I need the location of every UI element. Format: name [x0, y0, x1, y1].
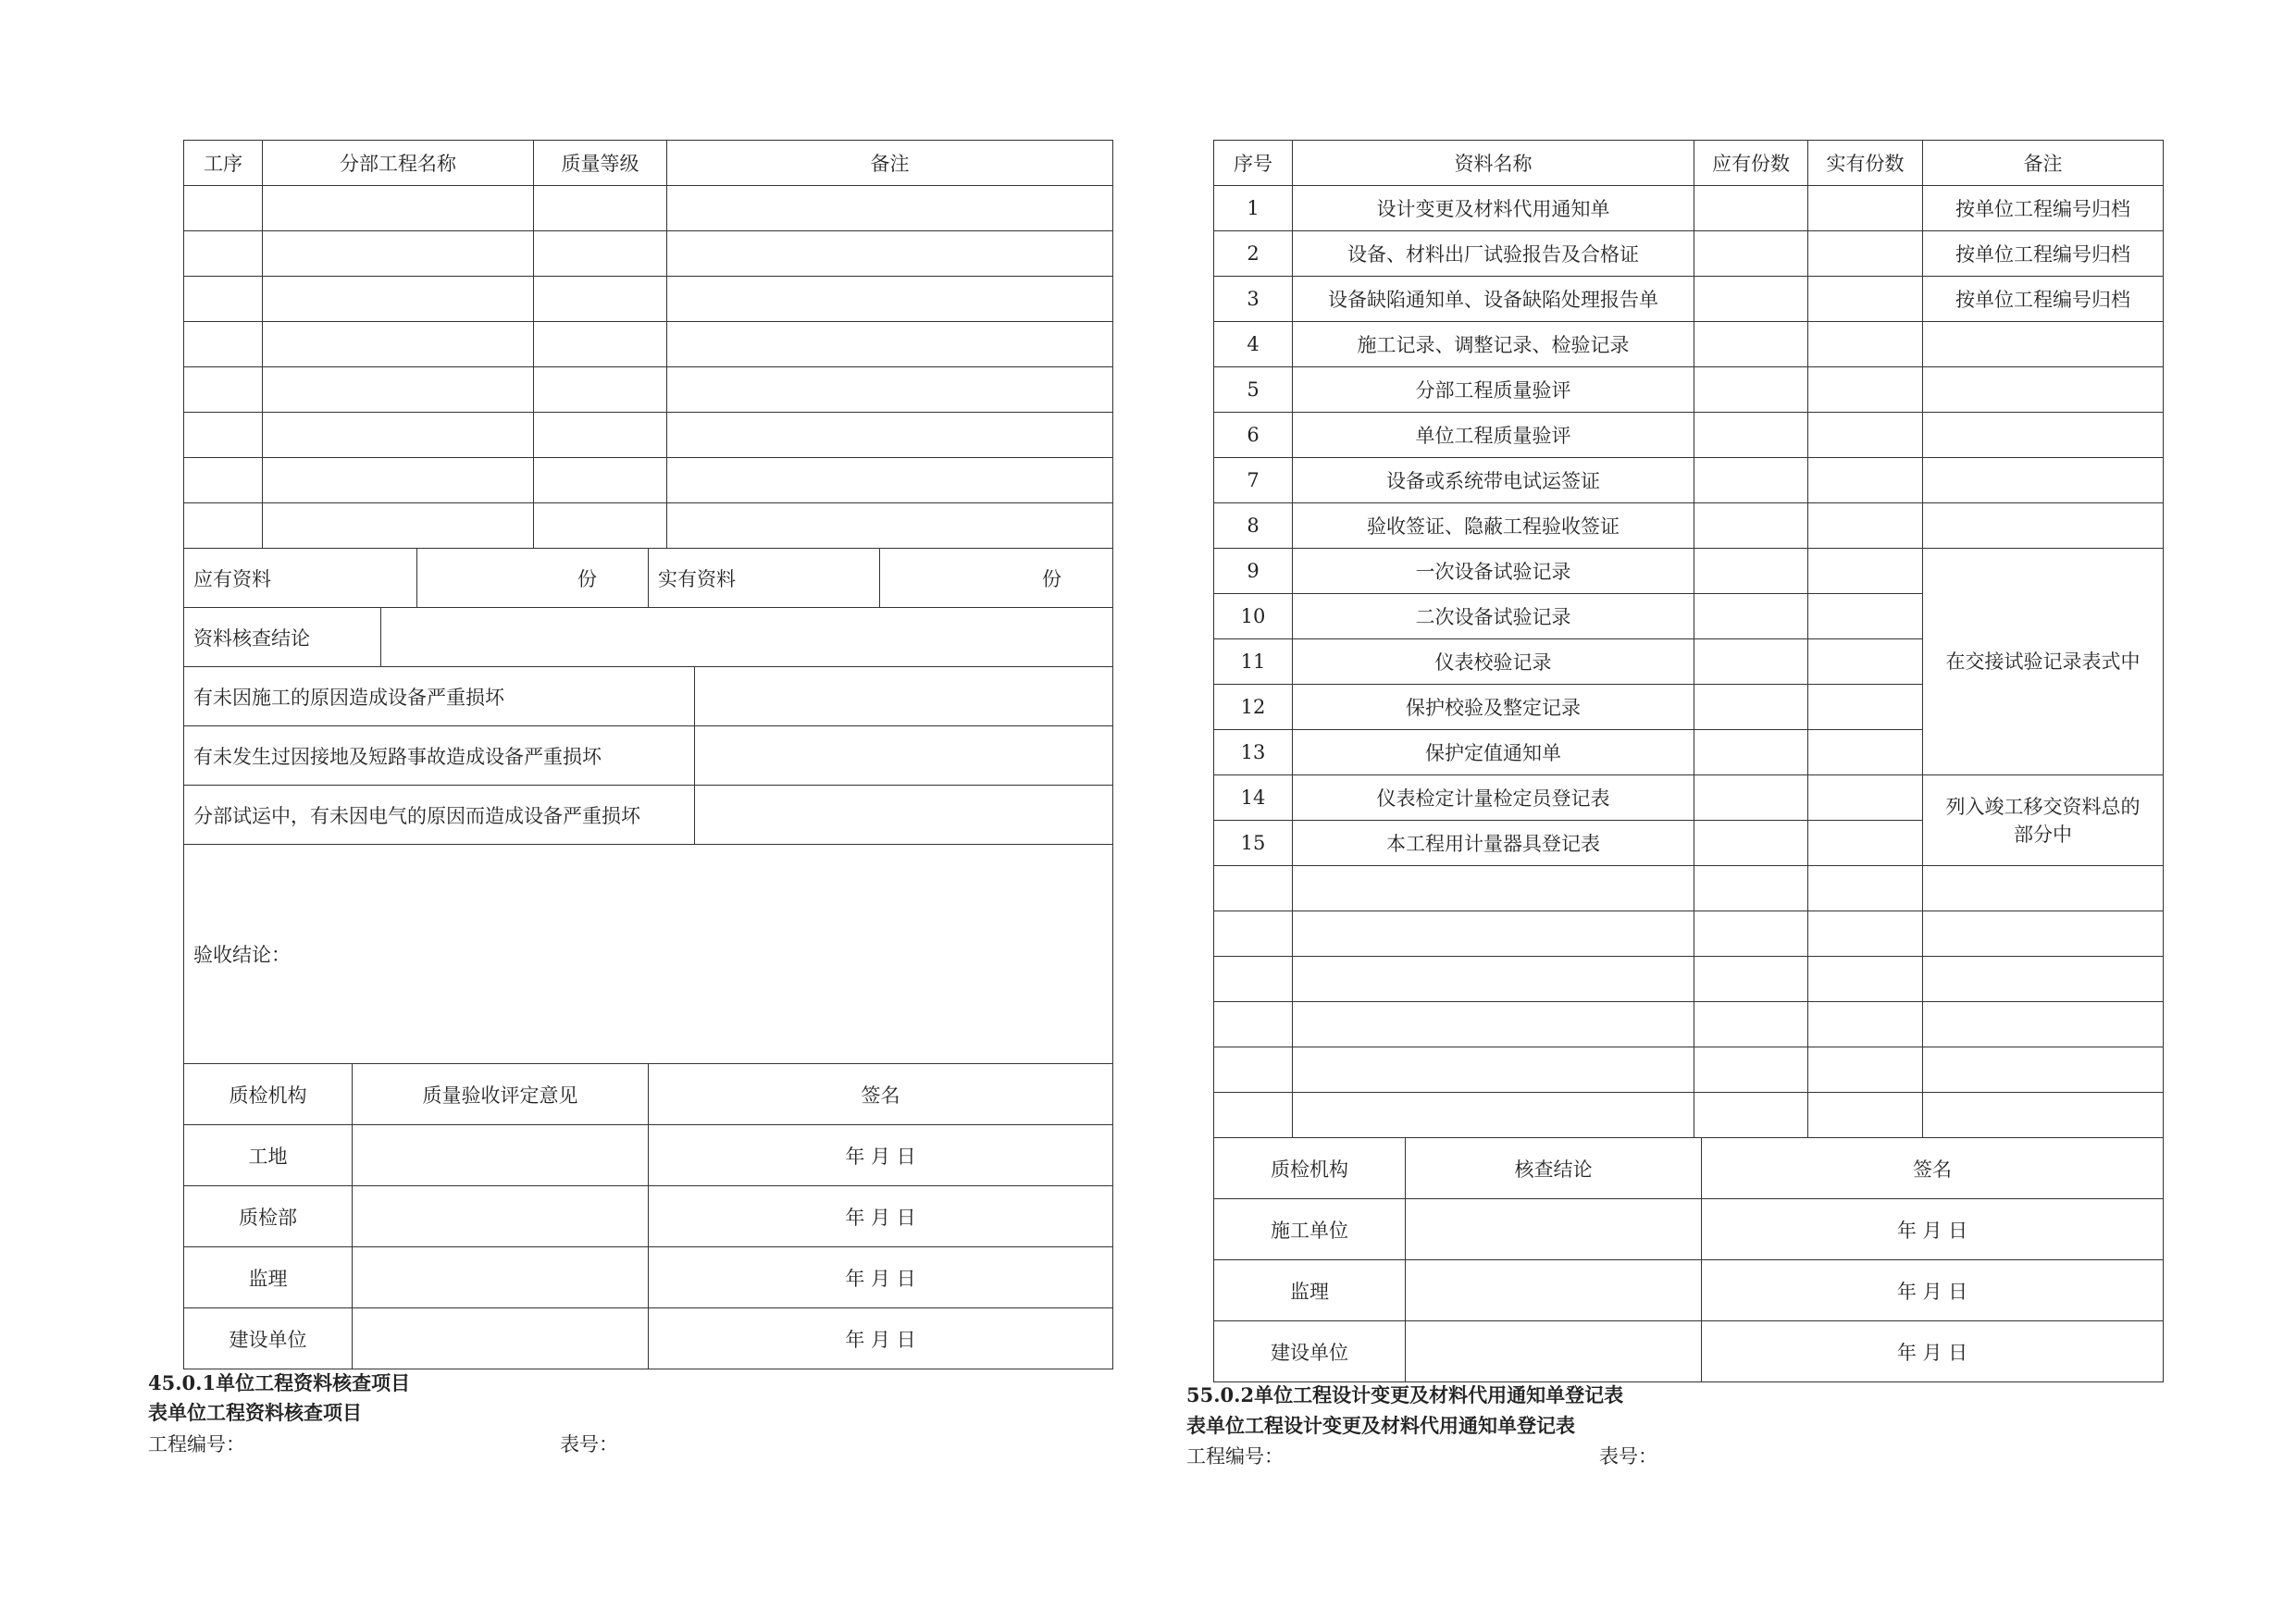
remark-cell[interactable] [1923, 458, 2164, 503]
empty-cell[interactable] [534, 322, 667, 367]
table-row [1214, 413, 2164, 458]
header-actual-count: 实有份数 [1808, 141, 1923, 186]
empty-cell[interactable] [184, 277, 263, 322]
remark-cell[interactable] [1923, 322, 2164, 367]
empty-cell[interactable] [667, 367, 1113, 413]
item-no: 8 [1214, 503, 1293, 549]
empty-cell[interactable] [1694, 1093, 1808, 1138]
header-qc-org: 质检机构 [1214, 1138, 1406, 1199]
empty-cell[interactable] [1808, 957, 1923, 1002]
empty-cell[interactable] [1808, 911, 1923, 957]
header-remark: 备注 [667, 141, 1113, 186]
empty-cell[interactable] [184, 186, 263, 231]
header-qc-org: 质检机构 [184, 1064, 353, 1125]
table-row [184, 277, 1113, 322]
empty-cell[interactable] [263, 503, 534, 549]
empty-cell[interactable] [534, 231, 667, 277]
table-row [1214, 911, 2164, 957]
empty-cell[interactable] [263, 367, 534, 413]
item-name: 保护校验及整定记录 [1293, 685, 1694, 730]
actual-count-cell[interactable] [1808, 413, 1923, 458]
table-row [184, 367, 1113, 413]
empty-cell[interactable] [184, 231, 263, 277]
remark-cell: 按单位工程编号归档 [1923, 277, 2164, 322]
empty-cell[interactable] [1923, 1093, 2164, 1138]
opinion-field[interactable] [353, 1125, 649, 1186]
left-project-no-label: 工程编号： [148, 1433, 245, 1456]
empty-cell[interactable] [1293, 1002, 1694, 1047]
actual-have-label: 实有资料 [649, 549, 880, 608]
empty-cell[interactable] [667, 503, 1113, 549]
actual-count-cell[interactable] [1808, 821, 1923, 866]
should-count-cell[interactable] [1694, 367, 1808, 413]
item-no: 15 [1214, 821, 1293, 866]
sign-header-row [1214, 1138, 2164, 1199]
date-field[interactable]: 年 月 日 [1702, 1260, 2164, 1321]
header-remark: 备注 [1923, 141, 2164, 186]
actual-count-cell[interactable] [1808, 639, 1923, 685]
table-row [1214, 866, 2164, 911]
org-label: 建设单位 [1214, 1321, 1406, 1382]
sign-row [184, 1125, 1113, 1186]
question-answer[interactable] [695, 786, 1113, 845]
table-row [1214, 322, 2164, 367]
empty-cell[interactable] [1694, 911, 1808, 957]
empty-cell[interactable] [1808, 1002, 1923, 1047]
empty-cell[interactable] [534, 186, 667, 231]
review-conclusion-field[interactable] [381, 608, 1113, 667]
empty-cell[interactable] [1214, 1047, 1293, 1093]
left-questions-table [183, 666, 1113, 1064]
actual-count-cell[interactable] [1808, 322, 1923, 367]
empty-cell[interactable] [263, 186, 534, 231]
item-name: 一次设备试验记录 [1293, 549, 1694, 594]
sign-row [1214, 1199, 2164, 1260]
empty-cell[interactable] [534, 413, 667, 458]
table-row [1214, 1002, 2164, 1047]
empty-cell[interactable] [184, 413, 263, 458]
empty-cell[interactable] [1694, 866, 1808, 911]
actual-count-cell[interactable] [1808, 775, 1923, 821]
item-name: 仪表校验记录 [1293, 639, 1694, 685]
empty-cell[interactable] [1214, 957, 1293, 1002]
should-count-cell[interactable] [1694, 413, 1808, 458]
header-sub-project-name: 分部工程名称 [263, 141, 534, 186]
question-row [184, 786, 1113, 845]
item-name: 设备、材料出厂试验报告及合格证 [1293, 231, 1694, 277]
empty-cell[interactable] [184, 503, 263, 549]
empty-cell[interactable] [534, 458, 667, 503]
should-count-cell[interactable] [1694, 186, 1808, 231]
empty-cell[interactable] [1808, 866, 1923, 911]
empty-cell[interactable] [1808, 1093, 1923, 1138]
question-label: 有未因施工的原因造成设备严重损坏 [184, 667, 695, 726]
table-row [184, 413, 1113, 458]
header-no: 序号 [1214, 141, 1293, 186]
item-name: 保护定值通知单 [1293, 730, 1694, 775]
date-field[interactable]: 年 月 日 [1702, 1199, 2164, 1260]
empty-cell[interactable] [667, 458, 1113, 503]
header-opinion: 质量验收评定意见 [353, 1064, 649, 1125]
item-name: 施工记录、调整记录、检验记录 [1293, 322, 1694, 367]
table-row [184, 322, 1113, 367]
item-no: 2 [1214, 231, 1293, 277]
table-row [1214, 1093, 2164, 1138]
actual-count-cell[interactable] [1808, 685, 1923, 730]
table-row [184, 186, 1113, 231]
header-document-name: 资料名称 [1293, 141, 1694, 186]
empty-cell[interactable] [1214, 911, 1293, 957]
should-count-cell[interactable] [1694, 730, 1808, 775]
sign-row [184, 1247, 1113, 1308]
table-row [184, 231, 1113, 277]
remark-cell: 按单位工程编号归档 [1923, 186, 2164, 231]
should-count-cell[interactable] [1694, 322, 1808, 367]
should-count-cell[interactable] [1694, 775, 1808, 821]
item-no: 14 [1214, 775, 1293, 821]
question-answer[interactable] [695, 667, 1113, 726]
should-count-cell[interactable] [1694, 594, 1808, 639]
empty-cell[interactable] [184, 367, 263, 413]
org-label: 施工单位 [1214, 1199, 1406, 1260]
should-count-cell[interactable] [1694, 277, 1808, 322]
item-no: 9 [1214, 549, 1293, 594]
table-row [184, 458, 1113, 503]
acceptance-row [184, 845, 1113, 1064]
sign-header-row [184, 1064, 1113, 1125]
question-row [184, 726, 1113, 786]
question-label: 分部试运中，有未因电气的原因而造成设备严重损坏 [184, 786, 695, 845]
sign-row [184, 1186, 1113, 1247]
empty-cell[interactable] [667, 277, 1113, 322]
empty-cell[interactable] [1293, 1093, 1694, 1138]
table-row [1214, 503, 2164, 549]
left-table-no-label: 表号： [560, 1433, 618, 1456]
actual-count-cell[interactable] [1808, 231, 1923, 277]
empty-cell[interactable] [1923, 911, 2164, 957]
table-header-row [1214, 141, 2164, 186]
empty-cell[interactable] [1923, 1002, 2164, 1047]
right-items-table [1213, 140, 2164, 1138]
date-field[interactable]: 年 月 日 [649, 1247, 1113, 1308]
actual-count-cell[interactable] [1808, 503, 1923, 549]
item-name: 单位工程质量验评 [1293, 413, 1694, 458]
item-no: 11 [1214, 639, 1293, 685]
header-process: 工序 [184, 141, 263, 186]
empty-cell[interactable] [1694, 1002, 1808, 1047]
table-row [1214, 458, 2164, 503]
should-count-cell[interactable] [1694, 503, 1808, 549]
question-label: 有未发生过因接地及短路事故造成设备严重损坏 [184, 726, 695, 786]
empty-cell[interactable] [1214, 1002, 1293, 1047]
org-label: 监理 [1214, 1260, 1406, 1321]
empty-cell[interactable] [263, 322, 534, 367]
item-no: 7 [1214, 458, 1293, 503]
sign-row [1214, 1260, 2164, 1321]
remark-test-records-group: 在交接试验记录表式中 [1923, 549, 2164, 775]
empty-cell[interactable] [1923, 866, 2164, 911]
remark-cell[interactable] [1923, 503, 2164, 549]
acceptance-conclusion[interactable]: 验收结论： [184, 845, 1113, 1064]
empty-cell[interactable] [184, 458, 263, 503]
header-quality-grade: 质量等级 [534, 141, 667, 186]
empty-cell[interactable] [534, 367, 667, 413]
left-form-title: 表单位工程资料核查项目 [148, 1401, 362, 1424]
item-no: 12 [1214, 685, 1293, 730]
empty-cell[interactable] [1923, 957, 2164, 1002]
empty-cell[interactable] [1293, 866, 1694, 911]
actual-count-cell[interactable] [1808, 277, 1923, 322]
empty-cell[interactable] [263, 458, 534, 503]
empty-cell[interactable] [667, 413, 1113, 458]
item-name: 本工程用计量器具登记表 [1293, 821, 1694, 866]
remark-cell[interactable] [1923, 367, 2164, 413]
left-form-code-title: 45.0.1单位工程资料核查项目 [148, 1371, 411, 1394]
actual-count-cell[interactable] [1808, 594, 1923, 639]
actual-count-cell[interactable] [1808, 367, 1923, 413]
item-no: 6 [1214, 413, 1293, 458]
table-row [1214, 231, 2164, 277]
right-form-title: 表单位工程设计变更及材料代用通知单登记表 [1186, 1414, 1575, 1437]
empty-cell[interactable] [1694, 957, 1808, 1002]
should-count-cell[interactable] [1694, 231, 1808, 277]
item-name: 设计变更及材料代用通知单 [1293, 186, 1694, 231]
empty-cell[interactable] [667, 322, 1113, 367]
remark-handover-group: 列入竣工移交资料总的部分中 [1923, 775, 2164, 866]
left-review-table [183, 607, 1113, 667]
empty-cell[interactable] [263, 277, 534, 322]
right-sign-table [1213, 1137, 2164, 1382]
date-field[interactable]: 年 月 日 [649, 1125, 1113, 1186]
header-review-conclusion: 核查结论 [1406, 1138, 1702, 1199]
item-no: 13 [1214, 730, 1293, 775]
table-row [1214, 1047, 2164, 1093]
should-count-cell[interactable] [1694, 458, 1808, 503]
table-row [1214, 775, 2164, 821]
table-row [1214, 549, 2164, 594]
conclusion-field[interactable] [1406, 1199, 1702, 1260]
table-row [184, 503, 1113, 549]
empty-cell[interactable] [263, 413, 534, 458]
opinion-field[interactable] [353, 1186, 649, 1247]
actual-count-cell[interactable] [1808, 549, 1923, 594]
left-items-table [183, 140, 1113, 549]
item-name: 二次设备试验记录 [1293, 594, 1694, 639]
item-name: 验收签证、隐蔽工程验收签证 [1293, 503, 1694, 549]
item-name: 仪表检定计量检定员登记表 [1293, 775, 1694, 821]
date-field[interactable]: 年 月 日 [649, 1186, 1113, 1247]
item-name: 设备缺陷通知单、设备缺陷处理报告单 [1293, 277, 1694, 322]
should-count-cell[interactable] [1694, 821, 1808, 866]
empty-cell[interactable] [1293, 957, 1694, 1002]
right-form-code-title: 55.0.2单位工程设计变更及材料代用通知单登记表 [1186, 1383, 1624, 1406]
right-project-no-label: 工程编号： [1186, 1445, 1284, 1468]
empty-cell[interactable] [1214, 1093, 1293, 1138]
empty-cell[interactable] [667, 231, 1113, 277]
header-should-count: 应有份数 [1694, 141, 1808, 186]
question-answer[interactable] [695, 726, 1113, 786]
empty-cell[interactable] [1694, 1047, 1808, 1093]
date-field[interactable]: 年 月 日 [649, 1308, 1113, 1369]
date-field[interactable]: 年 月 日 [1702, 1321, 2164, 1382]
org-label: 监理 [184, 1247, 353, 1308]
empty-cell[interactable] [184, 322, 263, 367]
empty-cell[interactable] [1214, 866, 1293, 911]
header-signature: 签名 [649, 1064, 1113, 1125]
sign-row [1214, 1321, 2164, 1382]
left-sign-table [183, 1063, 1113, 1369]
conclusion-field[interactable] [1406, 1321, 1702, 1382]
should-have-label: 应有资料 [184, 549, 417, 608]
should-have-unit[interactable]: 份 [417, 549, 649, 608]
org-label: 建设单位 [184, 1308, 353, 1369]
actual-have-unit[interactable]: 份 [880, 549, 1113, 608]
review-conclusion-label: 资料核查结论 [184, 608, 381, 667]
empty-cell[interactable] [1293, 911, 1694, 957]
empty-cell[interactable] [1923, 1047, 2164, 1093]
item-no: 1 [1214, 186, 1293, 231]
item-no: 3 [1214, 277, 1293, 322]
empty-cell[interactable] [1808, 1047, 1923, 1093]
empty-cell[interactable] [263, 231, 534, 277]
table-row [1214, 277, 2164, 322]
item-no: 10 [1214, 594, 1293, 639]
right-table-no-label: 表号： [1599, 1445, 1657, 1468]
count-row [184, 549, 1113, 608]
question-row [184, 667, 1113, 726]
remark-cell: 按单位工程编号归档 [1923, 231, 2164, 277]
empty-cell[interactable] [1293, 1047, 1694, 1093]
actual-count-cell[interactable] [1808, 730, 1923, 775]
org-label: 质检部 [184, 1186, 353, 1247]
actual-count-cell[interactable] [1808, 186, 1923, 231]
empty-cell[interactable] [534, 503, 667, 549]
table-row [1214, 957, 2164, 1002]
empty-cell[interactable] [667, 186, 1113, 231]
actual-count-cell[interactable] [1808, 458, 1923, 503]
table-header-row [184, 141, 1113, 186]
table-row [1214, 186, 2164, 231]
left-count-table [183, 548, 1113, 608]
sign-row [184, 1308, 1113, 1369]
opinion-field[interactable] [353, 1247, 649, 1308]
header-signature: 签名 [1702, 1138, 2164, 1199]
item-name: 设备或系统带电试运签证 [1293, 458, 1694, 503]
empty-cell[interactable] [534, 277, 667, 322]
should-count-cell[interactable] [1694, 549, 1808, 594]
table-row [1214, 367, 2164, 413]
should-count-cell[interactable] [1694, 685, 1808, 730]
item-no: 5 [1214, 367, 1293, 413]
item-name: 分部工程质量验评 [1293, 367, 1694, 413]
org-label: 工地 [184, 1125, 353, 1186]
conclusion-field[interactable] [1406, 1260, 1702, 1321]
opinion-field[interactable] [353, 1308, 649, 1369]
should-count-cell[interactable] [1694, 639, 1808, 685]
item-no: 4 [1214, 322, 1293, 367]
remark-cell[interactable] [1923, 413, 2164, 458]
